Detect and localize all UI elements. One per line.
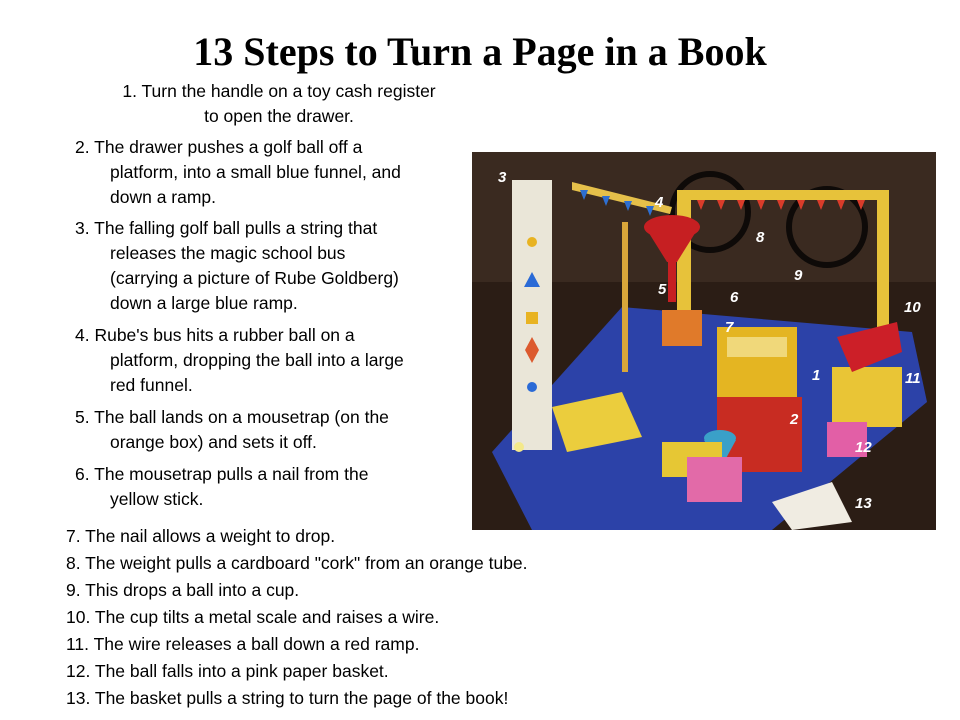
photo-label-5: 5 xyxy=(658,281,667,298)
photo-label-10: 10 xyxy=(904,299,921,316)
machine-photo xyxy=(472,152,936,530)
step-6-line-1: 6. The mousetrap pulls a nail from the xyxy=(75,464,369,484)
step-2 xyxy=(75,135,401,210)
photo-label-4: 4 xyxy=(655,194,664,211)
photo-label-2: 2 xyxy=(790,411,799,428)
slide-title: 13 Steps to Turn a Page in a Book xyxy=(193,29,767,74)
step-2-line-2: platform, into a small blue funnel, and xyxy=(110,162,401,182)
step-3-line-2: releases the magic school bus xyxy=(110,243,346,263)
steps-lower-list xyxy=(66,523,528,712)
photo-label-13: 13 xyxy=(855,495,872,512)
step-3-line-1: 3. The falling golf ball pulls a string that xyxy=(75,218,378,238)
photo-label-9: 9 xyxy=(794,267,803,284)
step-5-line-1: 5. The ball lands on a mousetrap (on the xyxy=(75,407,389,427)
photo-label-6: 6 xyxy=(730,289,739,306)
step-4-line-3: red funnel. xyxy=(110,375,193,395)
photo-label-12: 12 xyxy=(855,439,872,456)
step-1-line-1: 1. Turn the handle on a toy cash register xyxy=(122,81,436,101)
step-3 xyxy=(75,216,399,316)
photo-label-3: 3 xyxy=(498,169,507,186)
step-1-line-2: to open the drawer. xyxy=(204,106,354,126)
step-9: 9. This drops a ball into a cup. xyxy=(66,580,300,600)
step-4 xyxy=(75,323,404,398)
step-3-line-3: (carrying a picture of Rube Goldberg) xyxy=(110,268,399,288)
photo-label-11: 11 xyxy=(905,370,921,387)
step-4-line-1: 4. Rube's bus hits a rubber ball on a xyxy=(75,325,355,345)
photo-label-1: 1 xyxy=(812,367,821,384)
step-7: 7. The nail allows a weight to drop. xyxy=(66,526,336,546)
step-1 xyxy=(84,79,474,129)
step-6-line-2: yellow stick. xyxy=(110,489,204,509)
step-12: 12. The ball falls into a pink paper basket. xyxy=(66,661,389,681)
step-6 xyxy=(75,462,368,512)
photo-label-7: 7 xyxy=(725,319,734,336)
step-5-line-2: orange box) and sets it off. xyxy=(110,432,317,452)
step-3-line-4: down a large blue ramp. xyxy=(110,293,298,313)
step-4-line-2: platform, dropping the ball into a large xyxy=(110,350,404,370)
photo-label-8: 8 xyxy=(756,229,765,246)
step-13: 13. The basket pulls a string to turn the page of the book! xyxy=(66,688,509,708)
step-11: 11. The wire releases a ball down a red ramp. xyxy=(66,634,420,654)
step-2-line-3: down a ramp. xyxy=(110,187,217,207)
step-10: 10. The cup tilts a metal scale and raises a wire. xyxy=(66,607,440,627)
step-2-line-1: 2. The drawer pushes a golf ball off a xyxy=(75,137,363,157)
machine-illustration xyxy=(472,152,936,530)
step-5 xyxy=(75,405,389,455)
step-8: 8. The weight pulls a cardboard "cork" from an orange tube. xyxy=(66,553,528,573)
